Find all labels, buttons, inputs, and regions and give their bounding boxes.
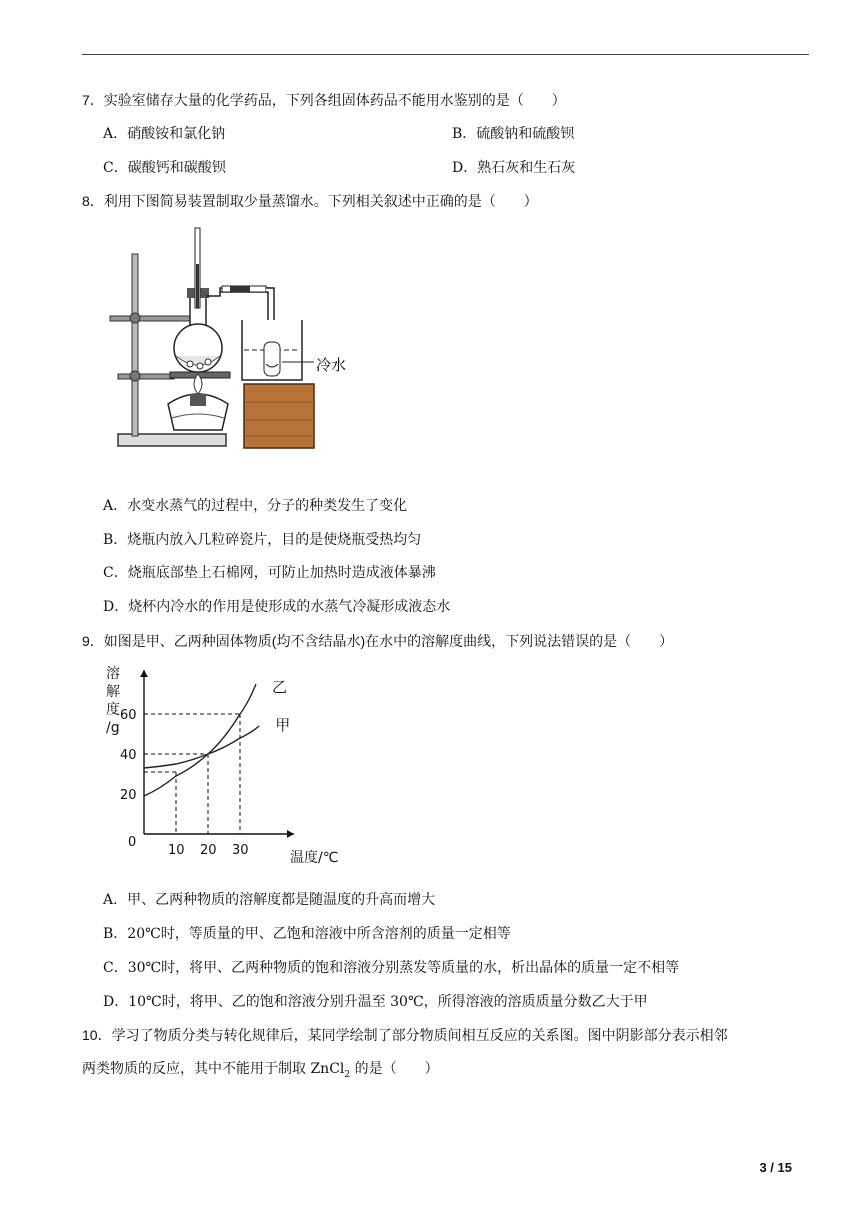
question-7-option-d: D．熟石灰和生石灰	[452, 160, 576, 176]
y-tick-label: 60	[120, 708, 137, 723]
question-9-option-a: A．甲、乙两种物质的溶解度都是随温度的升高而增大	[103, 892, 436, 908]
y-axis-label-char: 解	[106, 684, 120, 700]
solubility-chart	[100, 664, 360, 872]
x-tick-label: 30	[232, 843, 249, 858]
question-10-stem-subscript: 2	[344, 1069, 351, 1080]
question-8-option-a: A．水变水蒸气的过程中，分子的种类发生了变化	[103, 498, 408, 514]
question-10-stem-line2	[82, 1059, 439, 1085]
series-line-yi	[144, 684, 256, 796]
y-axis-label-char: /g	[106, 720, 120, 736]
y-axis-label-char: 度	[106, 702, 120, 718]
cold-water-label: 冷水	[316, 356, 347, 374]
x-axis-arrow	[287, 830, 294, 838]
x-tick-label: 20	[200, 843, 217, 858]
question-7-option-b: B．硫酸钠和硫酸钡	[452, 126, 575, 142]
question-8-option-d: D．烧杯内冷水的作用是使形成的水蒸气冷凝形成液态水	[103, 599, 451, 615]
distillation-apparatus-figure	[104, 224, 364, 452]
question-10-stem-pre: 两类物质的反应，其中不能用于制取 ZnCl	[82, 1061, 345, 1077]
question-9-option-b: B．20℃时，等质量的甲、乙饱和溶液中所含溶剂的质量一定相等	[103, 926, 511, 942]
y-axis-arrow	[140, 670, 148, 677]
series-label-yi: 乙	[272, 678, 288, 696]
question-7-option-c: C．碳酸钙和碳酸钡	[103, 160, 226, 176]
question-7-option-a: A．硝酸铵和氯化钠	[103, 126, 226, 142]
question-8-stem: 8．利用下图简易装置制取少量蒸馏水。下列相关叙述中正确的是（ ）	[82, 193, 538, 209]
x-tick-label: 10	[168, 843, 185, 858]
series-line-jia	[144, 726, 259, 768]
y-tick-label: 40	[120, 748, 137, 763]
question-9-option-c: C．30℃时，将甲、乙两种物质的饱和溶液分别蒸发等质量的水，析出晶体的质量一定不相等	[103, 960, 680, 976]
x-axis-label: 温度/℃	[290, 850, 339, 866]
question-7-stem: 7．实验室储存大量的化学药品，下列各组固体药品不能用水鉴别的是（ ）	[82, 92, 566, 108]
question-10-stem-post: 的是（ ）	[350, 1061, 439, 1077]
question-10-stem-line1: 10．学习了物质分类与转化规律后，某同学绘制了部分物质间相互反应的关系图。图中阴影部分表示相邻	[82, 1027, 728, 1043]
question-9-option-d: D．10℃时，将甲、乙的饱和溶液分别升温至 30℃，所得溶液的溶质质量分数乙大于甲	[103, 994, 648, 1010]
origin-label: 0	[128, 835, 137, 850]
series-label-jia: 甲	[275, 716, 291, 734]
page-number: 3 / 15	[759, 1160, 792, 1175]
question-8-option-b: B．烧瓶内放入几粒碎瓷片，目的是使烧瓶受热均匀	[103, 532, 422, 548]
header-rule	[82, 54, 809, 55]
y-axis-label-char: 溶	[106, 666, 120, 682]
question-8-option-c: C．烧瓶底部垫上石棉网，可防止加热时造成液体暴沸	[103, 565, 436, 581]
y-tick-label: 20	[120, 788, 137, 803]
question-9-stem: 9．如图是甲、乙两种固体物质(均不含结晶水)在水中的溶解度曲线，下列说法错误的是（ ）	[82, 633, 674, 649]
